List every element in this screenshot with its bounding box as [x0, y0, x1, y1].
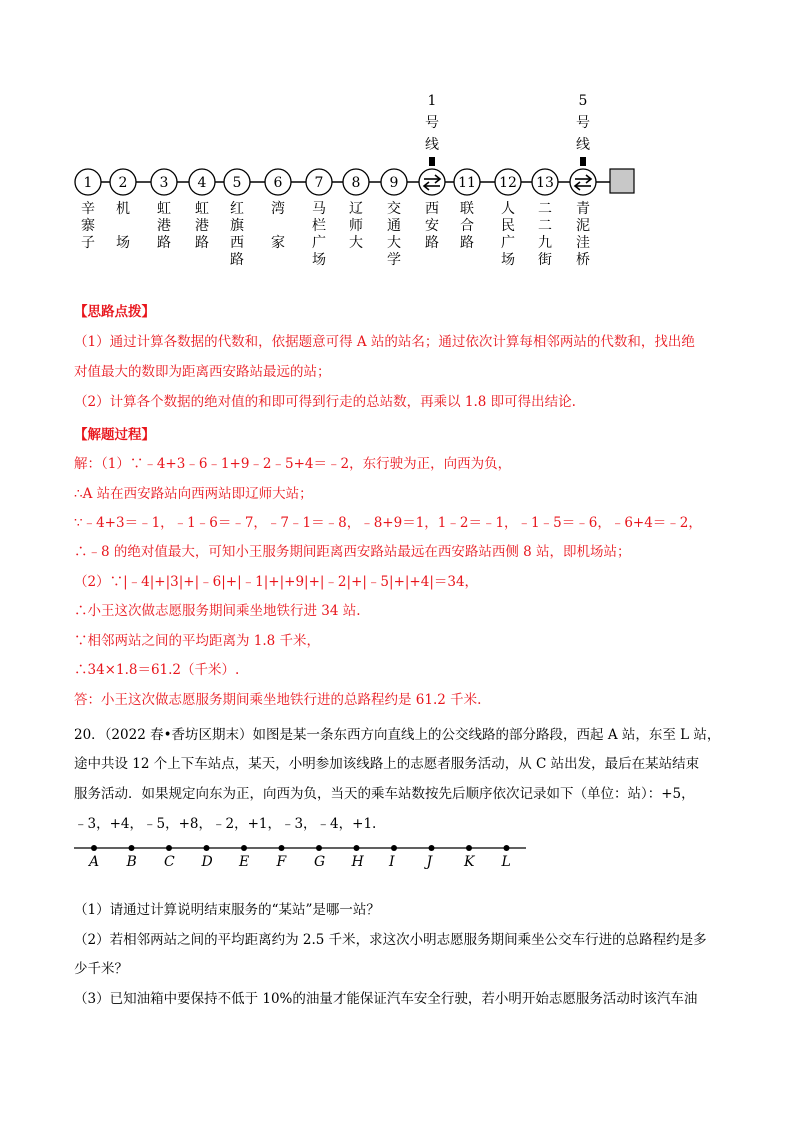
station-name — [79, 201, 97, 252]
metro-line-label — [423, 90, 441, 156]
station-name-char: 虹 — [195, 201, 209, 217]
solution-line: ∴A 站在西安路站向西两站即辽师大站； — [74, 486, 313, 502]
station-name-char: 泥 — [576, 218, 590, 234]
bus-stop-label: B — [126, 854, 137, 870]
station-number: 4 — [197, 175, 207, 191]
metro-diagram — [0, 0, 800, 300]
bus-stop-label: K — [464, 854, 475, 870]
station-name-char: 街 — [538, 252, 552, 268]
station-number: 6 — [273, 175, 283, 191]
station-name-char: 栏 — [312, 218, 326, 234]
hint-title: 【思路点拨】 — [74, 304, 155, 320]
station-name-char: 广 — [501, 235, 515, 251]
station-name-char: 联 — [460, 201, 474, 217]
solution-line: ∴小王这次做志愿服务期间乘坐地铁行进 34 站. — [74, 603, 361, 619]
station-name-char: 子 — [81, 235, 95, 251]
metro-line-label-char: 线 — [425, 137, 439, 153]
question-2b: 少千米？ — [74, 961, 128, 977]
bus-stop-dot — [429, 845, 435, 851]
station-name-char: 二 — [538, 201, 552, 217]
bus-stop-dot — [391, 845, 397, 851]
station-name-char: 西 — [425, 201, 439, 217]
station-name-char: 路 — [230, 252, 244, 268]
station-name-char: 通 — [387, 218, 401, 234]
station-name-char: 家 — [271, 235, 285, 251]
solution-line: ∴﹣8 的绝对值最大，可知小王服务期间距离西安路站最远在西安路站西侧 8 站，即机场站； — [74, 544, 631, 560]
station-name-char: 场 — [501, 252, 515, 268]
station-name-char: 人 — [501, 201, 515, 217]
metro-line-label-char: 5 — [578, 93, 588, 109]
station-number: 1 — [83, 175, 93, 191]
station-name — [385, 201, 403, 269]
question-1: （1）请通过计算说明结束服务的“某站”是哪一站？ — [74, 902, 380, 918]
metro-line-label — [574, 90, 592, 156]
station-name-char: 西 — [230, 235, 244, 251]
bus-stop-label: J — [426, 854, 433, 870]
station-name-char: 湾 — [271, 201, 285, 217]
station-name-char: 青 — [576, 201, 590, 217]
station-number: 2 — [118, 175, 128, 191]
station-name-char: 路 — [195, 235, 209, 251]
station-name — [193, 201, 211, 252]
problem20-line: 服务活动．如果规定向东为正，向西为负，当天的乘车站数按先后顺序依次记录如下（单位：站）：+5， — [74, 786, 695, 802]
bus-stop-dot — [316, 845, 322, 851]
station-name-char: 辛 — [81, 201, 95, 217]
station-name-char: 机 — [116, 201, 130, 217]
solution-line: ∵相邻两站之间的平均距离为 1.8 千米， — [74, 633, 321, 649]
solution-title: 【解题过程】 — [74, 427, 155, 443]
station-name — [228, 201, 246, 269]
station-name — [499, 201, 517, 269]
station-name-char: 红 — [230, 201, 244, 217]
station-name-char: 安 — [425, 218, 439, 234]
bus-stop-label: H — [351, 854, 364, 870]
station-name-char: 路 — [425, 235, 439, 251]
bus-stop-label: G — [314, 854, 326, 870]
station-name-char: 桥 — [576, 252, 590, 268]
bus-stop-dot — [91, 845, 97, 851]
station-name-char: 马 — [312, 201, 326, 217]
metro-line-label-char: 线 — [576, 137, 590, 153]
bus-stop-dot — [466, 845, 472, 851]
bus-stop-label: I — [389, 854, 395, 870]
bus-line-diagram — [70, 840, 530, 880]
solution-line: ∴34×1.8＝61.2（千米）. — [74, 662, 240, 678]
station-name-char: 路 — [460, 235, 474, 251]
hint-p2: （2）计算各个数据的绝对值的和即可得到行走的总站数，再乘以 1.8 即可得出结论. — [74, 394, 576, 410]
station-name-char: 二 — [538, 218, 552, 234]
line-marker — [429, 157, 435, 166]
problem20-line: ﹣3，+4，﹣5，+8，﹣2，+1，﹣3，﹣4，+1. — [74, 816, 377, 832]
station-name-char: 合 — [460, 218, 474, 234]
station-name-char: 虹 — [157, 201, 171, 217]
bus-stop-label: E — [239, 854, 250, 870]
station-number: 11 — [458, 175, 476, 191]
station-name-char: 九 — [538, 235, 552, 251]
solution-line: ∵﹣4+3＝﹣1，﹣1﹣6＝﹣7，﹣7﹣1＝﹣8，﹣8+9＝1，1﹣2＝﹣1，﹣1﹣5＝﹣6，﹣6+4＝﹣2， — [74, 515, 702, 531]
station-name — [347, 201, 365, 252]
hint-p1a: （1）通过计算各数据的代数和，依据题意可得 A 站的站名；通过依次计算每相邻两站的代数和，找出绝 — [74, 334, 695, 350]
bus-stop-dot — [129, 845, 135, 851]
solution-answer: 答：小王这次做志愿服务期间乘坐地铁行进的总路程约是 61.2 千米. — [74, 692, 482, 708]
station-name — [458, 201, 476, 252]
station-name-char: 大 — [387, 235, 401, 251]
solution-line: （2）∵|﹣4|+|3|+|﹣6|+|﹣1|+|+9|+|﹣2|+|﹣5|+|+4|＝34， — [74, 574, 479, 590]
station-name-char: 民 — [501, 218, 515, 234]
station-name-char: 场 — [312, 252, 326, 268]
station-number: 7 — [314, 175, 324, 191]
station-name-char: 路 — [157, 235, 171, 251]
bus-stop-label: F — [276, 854, 287, 870]
station-name-char: 大 — [349, 235, 363, 251]
bus-stop-dot — [241, 845, 247, 851]
station-name — [114, 201, 132, 252]
station-number: 5 — [232, 175, 242, 191]
station-name-char: 广 — [312, 235, 326, 251]
station-name-char: 港 — [195, 218, 209, 234]
bus-stop-dot — [504, 845, 510, 851]
station-name-char: 场 — [116, 235, 130, 251]
station-circle — [570, 169, 596, 195]
metro-line-label-char: 1 — [427, 93, 437, 109]
station-name-char: 交 — [387, 201, 401, 217]
bus-stop-label: A — [89, 854, 100, 870]
bus-stop-dot — [204, 845, 210, 851]
problem20-line: 20．（2022 春•香坊区期末）如图是某一条东西方向直线上的公交线路的部分路段，西起 A 站，东至 L 站， — [74, 727, 721, 743]
station-name — [423, 201, 441, 252]
solution-line: 解：（1）∵﹣4+3﹣6﹣1+9﹣2﹣5+4＝﹣2，东行驶为正，向西为负， — [74, 456, 512, 472]
station-name — [269, 201, 287, 252]
station-name-char: 洼 — [576, 235, 590, 251]
metro-line-label-char: 号 — [576, 115, 590, 131]
terminal-box — [610, 169, 634, 193]
station-name-char: 旗 — [230, 218, 244, 234]
bus-stop-dot — [279, 845, 285, 851]
bus-stop-dot — [354, 845, 360, 851]
question-3: （3）已知油箱中要保持不低于 10%的油量才能保证汽车安全行驶，若小明开始志愿服务活动时该汽车油 — [74, 991, 698, 1007]
station-name-char: 辽 — [349, 201, 363, 217]
station-name — [310, 201, 328, 269]
bus-stop-label: C — [164, 854, 175, 870]
station-name-char: 港 — [157, 218, 171, 234]
bus-stop-label: L — [501, 854, 511, 870]
station-name-char: 师 — [349, 218, 363, 234]
station-number: 3 — [159, 175, 169, 191]
station-name — [574, 201, 592, 269]
bus-line-svg — [70, 840, 530, 880]
station-number: 12 — [499, 175, 517, 191]
station-number: 8 — [351, 175, 361, 191]
station-name-char: 学 — [387, 252, 401, 268]
station-name — [536, 201, 554, 269]
metro-line-label-char: 号 — [425, 115, 439, 131]
station-name-char: 寨 — [81, 218, 95, 234]
station-name-char — [114, 218, 132, 235]
station-number: 9 — [389, 175, 399, 191]
line-marker — [580, 157, 586, 166]
question-2a: （2）若相邻两站之间的平均距离约为 2.5 千米，求这次小明志愿服务期间乘坐公交车行进的总路程约是多 — [74, 932, 707, 948]
station-circle — [419, 169, 445, 195]
station-number: 13 — [536, 175, 554, 191]
station-name — [155, 201, 173, 252]
station-name-char — [269, 218, 287, 235]
hint-p1b: 对值最大的数即为距离西安路站最远的站； — [74, 364, 331, 380]
bus-stop-dot — [166, 845, 172, 851]
bus-stop-label: D — [201, 854, 213, 870]
problem20-line: 途中共设 12 个上下车站点，某天，小明参加该线路上的志愿者服务活动，从 C 站出发，最后在某站结束 — [74, 756, 700, 772]
